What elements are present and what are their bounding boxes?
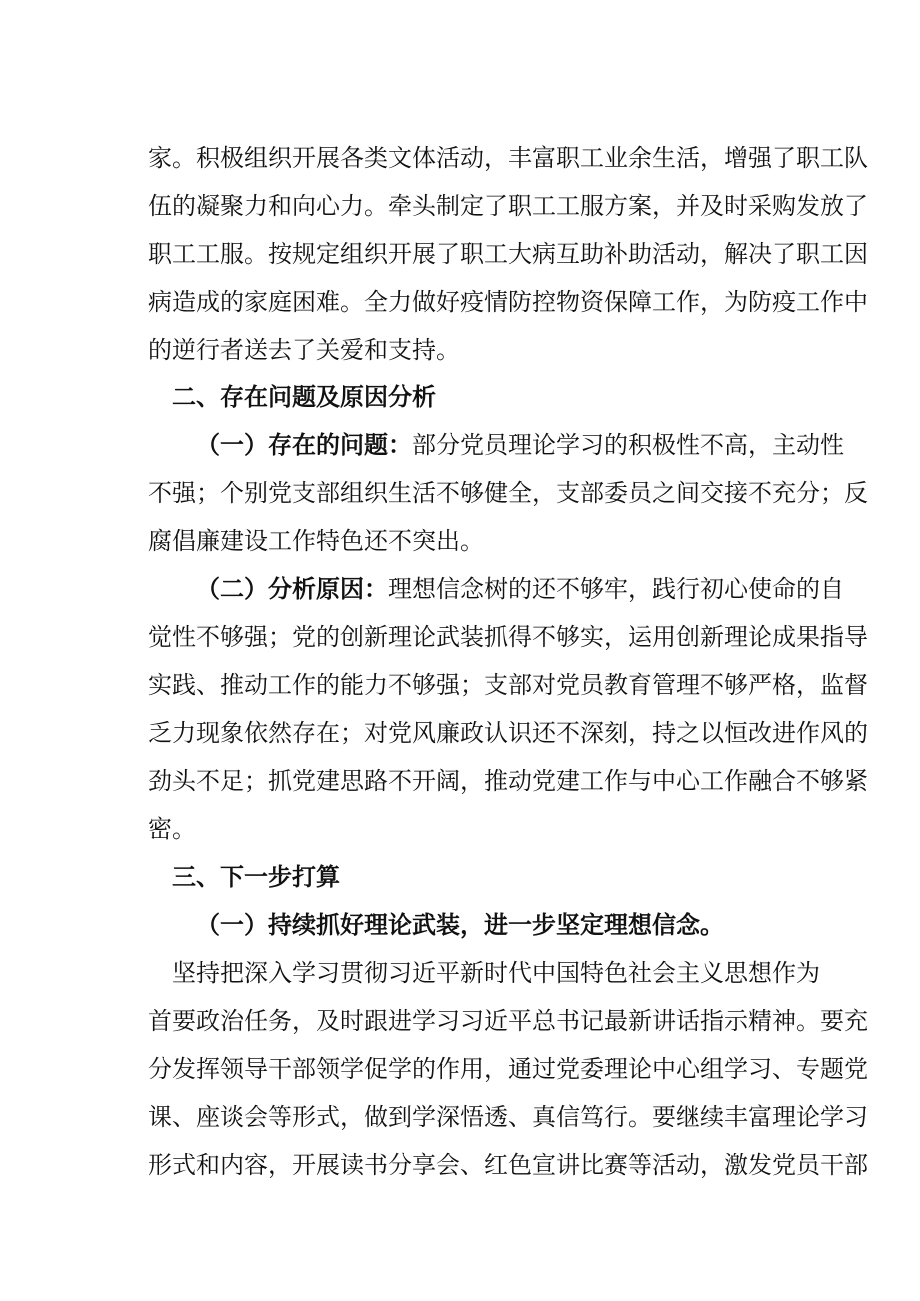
- text-line: [148, 1145, 868, 1185]
- line-text: 不强；个别党支部组织生活不够健全，支部委员之间交接不充分；反: [148, 479, 868, 507]
- line-text: 分发挥领导干部领学促学的作用，通过党委理论中心组学习、专题党: [148, 1055, 868, 1083]
- text-line: [148, 282, 868, 322]
- line-text: 课、座谈会等形式，做到学深悟透、真信笃行。要继续丰富理论学习: [148, 1103, 868, 1131]
- line-text: 觉性不够强；党的创新理论武装抓得不够实，运用创新理论成果指导: [148, 623, 868, 651]
- line-text: 病造成的家庭困难。全力做好疫情防控物资保障工作，为防疫工作中: [148, 288, 868, 316]
- text-line: [148, 330, 818, 370]
- line-text: 实践、推动工作的能力不够强；支部对党员教育管理不够严格，监督: [148, 671, 868, 699]
- line-text: 部分党员理论学习的积极性不高，主动性: [412, 431, 844, 459]
- text-line: [148, 1001, 868, 1041]
- text-line: [148, 473, 868, 513]
- line-text: 乏力现象依然存在；对党风廉政认识还不深刻，持之以恒改进作风的: [148, 719, 868, 747]
- text-line: [148, 1049, 868, 1089]
- line-text: 密。: [148, 815, 196, 843]
- bold-heading: （一）存在的问题：: [196, 431, 412, 459]
- text-line: [148, 617, 868, 657]
- line-text: 伍的凝聚力和向心力。牵头制定了职工工服方案，并及时采购发放了: [148, 192, 868, 220]
- line-text: 三、下一步打算: [172, 863, 340, 891]
- text-line: [148, 665, 868, 705]
- text-line: [148, 713, 868, 753]
- line-text: 理想信念树的还不够牢，践行初心使命的自: [388, 575, 844, 603]
- bold-heading: （一）持续抓好理论武装，进一步坚定理想信念。: [196, 911, 724, 939]
- text-line: [196, 905, 818, 945]
- text-line: [148, 138, 868, 178]
- text-line: [148, 761, 868, 801]
- text-line: [196, 425, 844, 465]
- text-line: [148, 234, 868, 274]
- line-text: 家。积极组织开展各类文体活动，丰富职工业余生活，增强了职工队: [148, 144, 868, 172]
- text-line: [172, 857, 818, 897]
- text-line: [148, 521, 818, 561]
- text-line: [172, 377, 818, 417]
- line-text: 二、存在问题及原因分析: [172, 383, 436, 411]
- text-line: [148, 186, 868, 226]
- line-text: 的逆行者送去了关爱和支持。: [148, 336, 460, 364]
- line-text: 职工工服。按规定组织开展了职工大病互助补助活动，解决了职工因: [148, 240, 868, 268]
- line-text: 腐倡廉建设工作特色还不突出。: [148, 527, 484, 555]
- line-text: 首要政治任务，及时跟进学习习近平总书记最新讲话指示精神。要充: [148, 1007, 868, 1035]
- text-line: [148, 809, 818, 849]
- text-line: [196, 569, 844, 609]
- line-text: 劲头不足；抓党建思路不开阔，推动党建工作与中心工作融合不够紧: [148, 767, 868, 795]
- bold-heading: （二）分析原因：: [196, 575, 388, 603]
- line-text: 形式和内容，开展读书分享会、红色宣讲比赛等活动，激发党员干部: [148, 1151, 868, 1179]
- text-line: [148, 1097, 868, 1137]
- text-line: [172, 953, 818, 993]
- line-text: 坚持把深入学习贯彻习近平新时代中国特色社会主义思想作为: [172, 959, 820, 987]
